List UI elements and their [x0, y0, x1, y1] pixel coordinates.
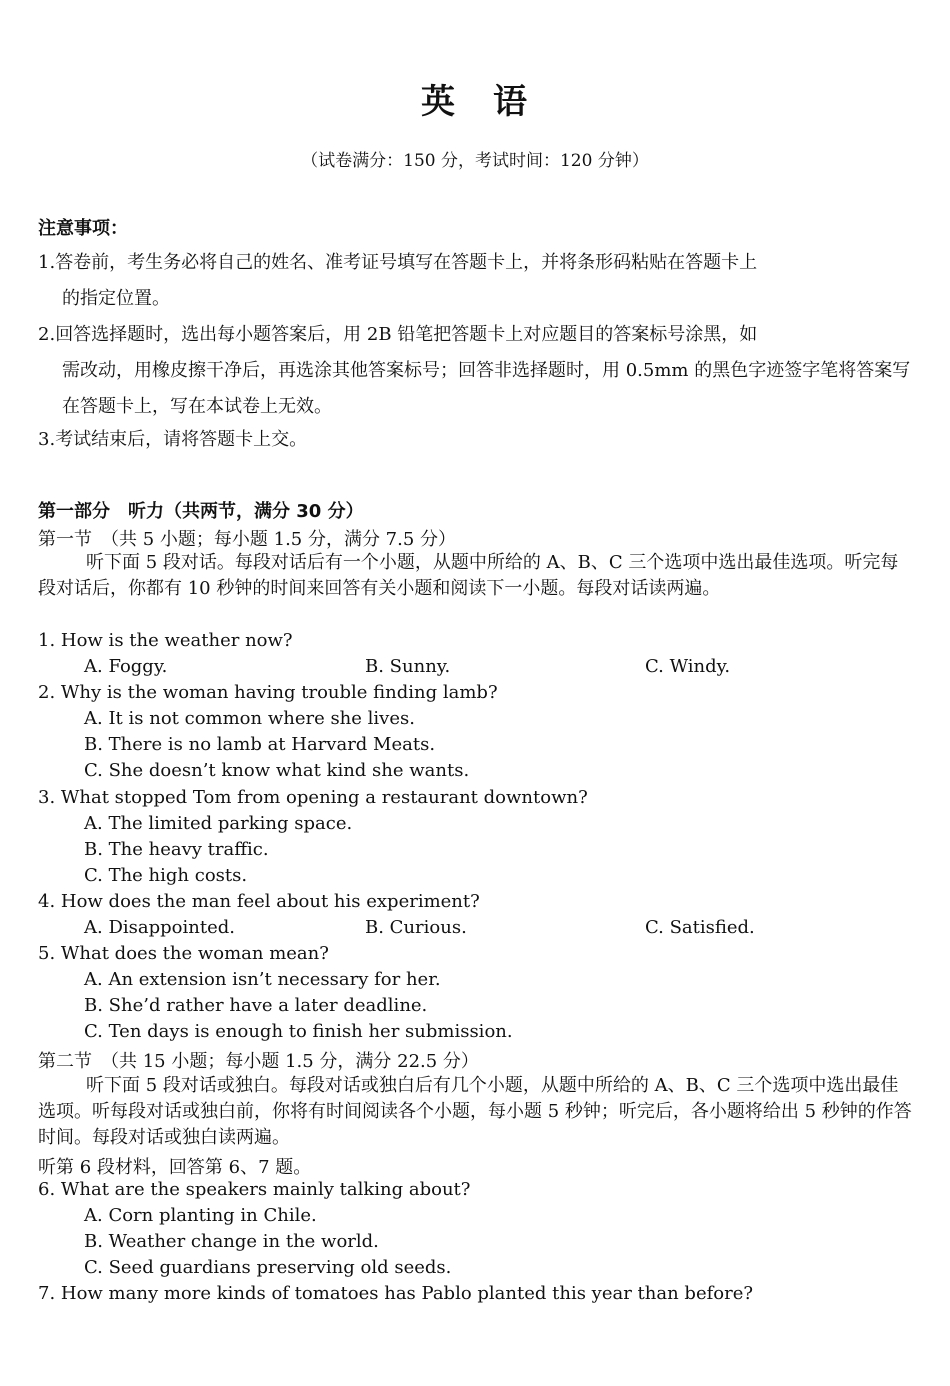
answer-option: C. Satisfied.: [645, 917, 755, 938]
section-heading: 第一节 （共 5 小题；每小题 1.5 分，满分 7.5 分）: [38, 529, 457, 550]
answer-option: B. Curious.: [365, 917, 467, 938]
answer-option: B. Sunny.: [365, 656, 451, 677]
answer-option: C. She doesn’t know what kind she wants.: [84, 760, 470, 781]
answer-option: B. The heavy traffic.: [84, 839, 269, 860]
section-instructions: 听下面 5 段对话或独白。每段对话或独白后有几个小题，从题中所给的 A、B、C 三个选项中选出最佳选项。听每段对话或独白前，你将有时间阅读各个小题，每小题 5 秒钟；听完后，各小题将给出 5 秒钟的作答时间。每段对话或独白读两遍。: [38, 1075, 912, 1148]
answer-option: A. An extension isn’t necessary for her.: [84, 969, 441, 990]
question-stem: 1. How is the weather now?: [38, 630, 293, 651]
section-instructions: 听下面 5 段对话。每段对话后有一个小题，从题中所给的 A、B、C 三个选项中选出最佳选项。听完每段对话后，你都有 10 秒钟的时间来回答有关小题和阅读下一小题。每段对话读两遍。: [38, 552, 899, 599]
answer-option: C. Seed guardians preserving old seeds.: [84, 1257, 452, 1278]
answer-option: A. The limited parking space.: [84, 813, 353, 834]
answer-option: A. Corn planting in Chile.: [84, 1205, 317, 1226]
section-heading: 第二节 （共 15 小题；每小题 1.5 分，满分 22.5 分）: [38, 1051, 479, 1072]
answer-option: B. Weather change in the world.: [84, 1231, 379, 1252]
part-heading: 第一部分 听力（共两节，满分 30 分）: [38, 501, 364, 522]
exam-info: （试卷满分：150 分，考试时间：120 分钟）: [301, 151, 649, 171]
answer-option: C. Windy.: [645, 656, 731, 677]
question-stem: 3. What stopped Tom from opening a restaurant downtown?: [38, 787, 588, 808]
answer-option: A. Disappointed.: [84, 917, 235, 938]
note-item: 3.考试结束后，请将答题卡上交。: [38, 429, 308, 450]
answer-option: B. She’d rather have a later deadline.: [84, 995, 428, 1016]
question-stem: 7. How many more kinds of tomatoes has Pablo planted this year than before?: [38, 1283, 753, 1304]
answer-option: C. Ten days is enough to finish her submission.: [84, 1021, 513, 1042]
question-stem: 2. Why is the woman having trouble finding lamb?: [38, 682, 498, 703]
question-stem: 4. How does the man feel about his experiment?: [38, 891, 480, 912]
question-stem: 6. What are the speakers mainly talking about?: [38, 1179, 471, 1200]
answer-option: A. Foggy.: [84, 656, 168, 677]
note-item: 2.回答选择题时，选出每小题答案后，用 2B 铅笔把答题卡上对应题目的答案标号涂黑，如 需改动，用橡皮擦干净后，再选涂其他答案标号；回答非选择题时，用 0.5mm 的黑色字迹签字笔将答案写在答题卡上，写在本试卷上无效。: [38, 324, 911, 417]
answer-option: A. It is not common where she lives.: [84, 708, 415, 729]
answer-option: B. There is no lamb at Harvard Meats.: [84, 734, 436, 755]
notes-heading: 注意事项：: [38, 218, 128, 239]
material-heading: 听第 6 段材料，回答第 6、7 题。: [38, 1157, 312, 1178]
answer-option: C. The high costs.: [84, 865, 248, 886]
page-title: 英 语: [421, 82, 529, 122]
question-stem: 5. What does the woman mean?: [38, 943, 329, 964]
note-item: 1.答卷前，考生务必将自己的姓名、准考证号填写在答题卡上，并将条形码粘贴在答题卡上 的指定位置。: [38, 252, 758, 309]
